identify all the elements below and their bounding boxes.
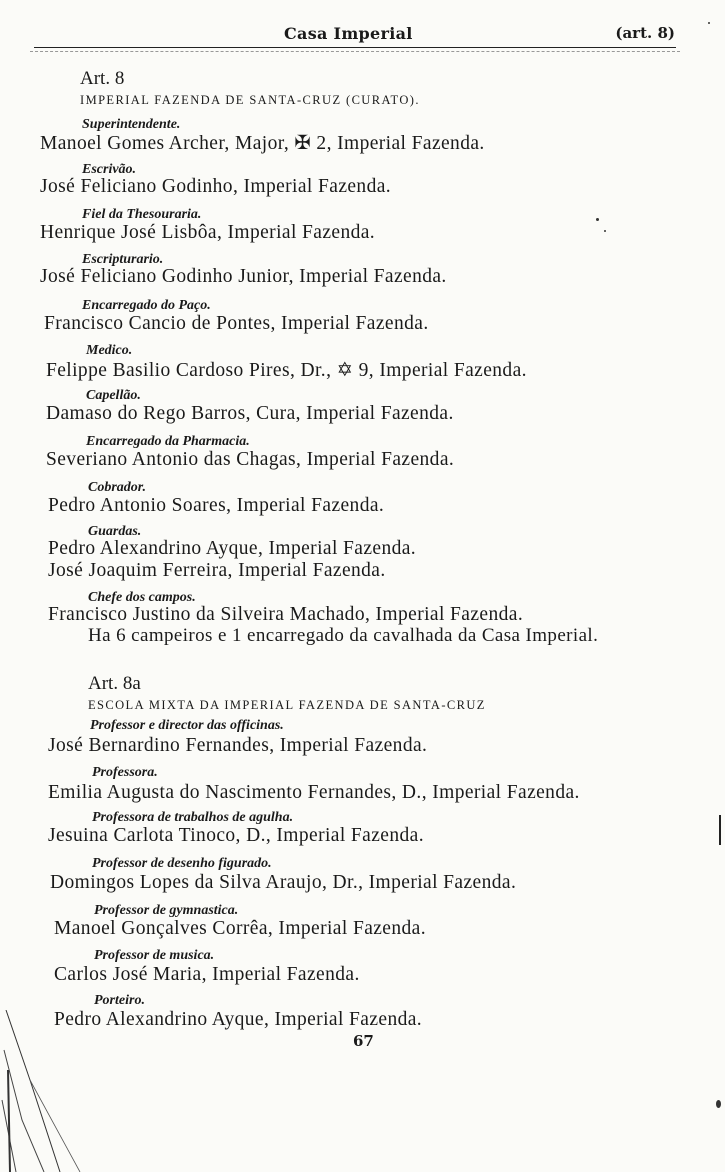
role-professor-director: Professor e director das officinas. bbox=[90, 718, 284, 733]
entry-professora-agulha: Jesuina Carlota Tinoco, D., Imperial Fazenda. bbox=[48, 825, 424, 846]
entry-encarregado-pharmacia: Severiano Antonio das Chagas, Imperial Fazenda. bbox=[46, 449, 455, 470]
entry-guarda-1: Pedro Alexandrino Ayque, Imperial Fazenda. bbox=[48, 538, 417, 559]
role-superintendente: Superintendente. bbox=[82, 117, 181, 132]
entry-encarregado-paco: Francisco Cancio de Pontes, Imperial Fazenda. bbox=[44, 313, 429, 334]
entry-professor-director: José Bernardino Fernandes, Imperial Fazenda. bbox=[48, 735, 428, 756]
role-chefe-campos: Chefe dos campos. bbox=[88, 590, 196, 605]
page-edge-marks bbox=[0, 1010, 100, 1172]
role-escrivao: Escrivão. bbox=[82, 162, 137, 177]
header-article-ref: (art. 8) bbox=[615, 24, 675, 42]
entry-capellao: Damaso do Rego Barros, Cura, Imperial Fazenda. bbox=[46, 403, 454, 424]
role-professora: Professora. bbox=[92, 765, 158, 780]
role-professora-agulha: Professora de trabalhos de agulha. bbox=[92, 810, 294, 825]
header-rule-thin bbox=[30, 51, 680, 52]
note-campeiros: Ha 6 campeiros e 1 encarregado da cavalhada da Casa Imperial. bbox=[88, 625, 599, 646]
role-medico: Medico. bbox=[86, 343, 133, 358]
ink-speck bbox=[716, 1100, 721, 1108]
ink-speck bbox=[596, 218, 599, 221]
entry-porteiro: Pedro Alexandrino Ayque, Imperial Fazenda. bbox=[54, 1009, 423, 1030]
entry-professor-gymnastica: Manoel Gonçalves Corrêa, Imperial Fazenda. bbox=[54, 918, 426, 939]
role-professor-gymnastica: Professor de gymnastica. bbox=[94, 903, 239, 918]
role-encarregado-paco: Encarregado do Paço. bbox=[82, 298, 211, 313]
role-capellao: Capellão. bbox=[86, 388, 141, 403]
margin-mark-right bbox=[719, 815, 721, 845]
entry-professora: Emilia Augusta do Nascimento Fernandes, D., Imperial Fazenda. bbox=[48, 782, 580, 803]
role-professor-desenho: Professor de desenho figurado. bbox=[92, 856, 272, 871]
role-fiel-thesouraria: Fiel da Thesouraria. bbox=[82, 207, 202, 222]
role-professor-musica: Professor de musica. bbox=[94, 948, 215, 963]
header-title: Casa Imperial bbox=[284, 24, 413, 43]
ink-speck bbox=[604, 230, 606, 232]
entry-superintendente: Manoel Gomes Archer, Major, ✠ 2, Imperial Fazenda. bbox=[40, 133, 485, 154]
page-number: 67 bbox=[353, 1032, 374, 1050]
role-encarregado-pharmacia: Encarregado da Pharmacia. bbox=[86, 434, 250, 449]
role-porteiro: Porteiro. bbox=[94, 993, 145, 1008]
entry-medico: Felippe Basilio Cardoso Pires, Dr., ✡ 9, Imperial Fazenda. bbox=[46, 360, 527, 381]
entry-professor-musica: Carlos José Maria, Imperial Fazenda. bbox=[54, 964, 360, 985]
entry-professor-desenho: Domingos Lopes da Silva Araujo, Dr., Imperial Fazenda. bbox=[50, 872, 517, 893]
entry-escrivao: José Feliciano Godinho, Imperial Fazenda. bbox=[40, 176, 392, 197]
entry-escripturario: José Feliciano Godinho Junior, Imperial Fazenda. bbox=[40, 266, 447, 287]
role-cobrador: Cobrador. bbox=[88, 480, 146, 495]
role-guardas: Guardas. bbox=[88, 524, 142, 539]
running-header bbox=[34, 24, 679, 46]
header-rule bbox=[34, 47, 676, 48]
article-8a-title: ESCOLA MIXTA DA IMPERIAL FAZENDA DE SANTA-CRUZ bbox=[88, 698, 486, 712]
article-8a-heading: Art. 8a bbox=[88, 673, 141, 694]
article-8-title: IMPERIAL FAZENDA DE SANTA-CRUZ (CURATO). bbox=[80, 93, 420, 107]
entry-fiel-thesouraria: Henrique José Lisbôa, Imperial Fazenda. bbox=[40, 222, 376, 243]
entry-guarda-2: José Joaquim Ferreira, Imperial Fazenda. bbox=[48, 560, 386, 581]
entry-cobrador: Pedro Antonio Soares, Imperial Fazenda. bbox=[48, 495, 385, 516]
article-8-heading: Art. 8 bbox=[80, 68, 125, 89]
role-escripturario: Escripturario. bbox=[82, 252, 164, 267]
ink-speck bbox=[708, 22, 710, 24]
entry-chefe-campos: Francisco Justino da Silveira Machado, Imperial Fazenda. bbox=[48, 604, 524, 625]
